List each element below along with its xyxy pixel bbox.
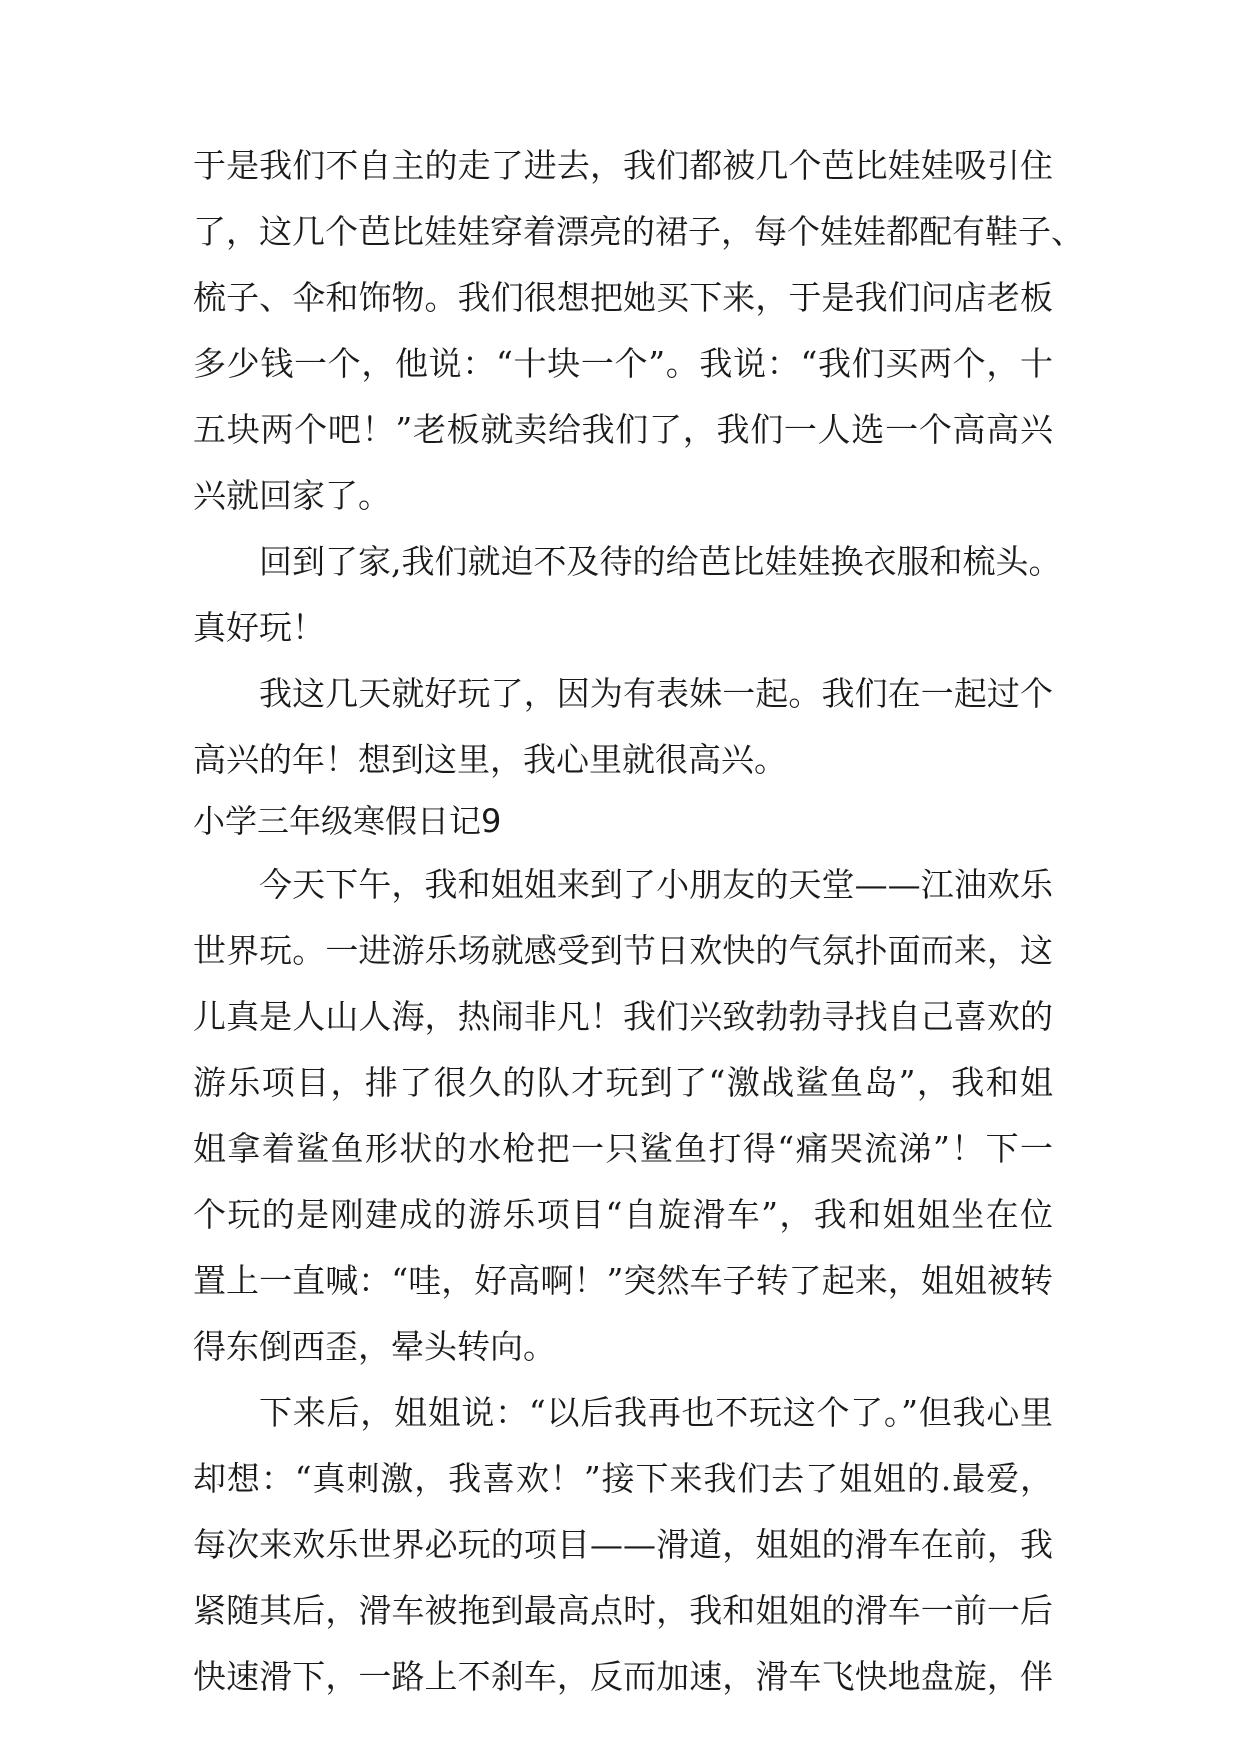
- text-line: 每次来欢乐世界必玩的项目——滑道，姐姐的滑车在前，我: [193, 1525, 1053, 1564]
- text-line: 游乐项目，排了很久的队才玩到了“激战鲨鱼岛”，我和姐: [193, 1063, 1053, 1102]
- text-line: 快速滑下，一路上不刹车，反而加速，滑车飞快地盘旋，伴: [193, 1657, 1053, 1696]
- text-line: 得东倒西歪，晕头转向。: [193, 1327, 556, 1366]
- text-line: 姐拿着鲨鱼形状的水枪把一只鲨鱼打得“痛哭流涕”！下一: [193, 1129, 1053, 1168]
- text-line: 于是我们不自主的走了进去，我们都被几个芭比娃娃吸引住: [193, 146, 1053, 185]
- text-line: 兴就回家了。: [193, 476, 391, 515]
- text-line: 回到了家,我们就迫不及待的给芭比娃娃换衣服和梳头。: [259, 542, 1062, 581]
- text-line: 了，这几个芭比娃娃穿着漂亮的裙子，每个娃娃都配有鞋子、: [193, 212, 1084, 251]
- section-heading: 小学三年级寒假日记9: [193, 802, 502, 840]
- text-line: 世界玩。一进游乐场就感受到节日欢快的气氛扑面而来，这: [193, 931, 1053, 970]
- text-line: 我这几天就好玩了，因为有表妹一起。我们在一起过个: [259, 674, 1053, 713]
- text-line: 下来后，姐姐说：“以后我再也不玩这个了。”但我心里: [259, 1393, 1053, 1432]
- text-line: 真好玩！: [193, 608, 325, 647]
- text-line: 今天下午，我和姐姐来到了小朋友的天堂——江油欢乐: [259, 865, 1053, 904]
- text-line: 五块两个吧！”老板就卖给我们了，我们一人选一个高高兴: [193, 410, 1053, 449]
- text-line: 置上一直喊：“哇，好高啊！”突然车子转了起来，姐姐被转: [193, 1261, 1053, 1300]
- text-line: 梳子、伞和饰物。我们很想把她买下来，于是我们问店老板: [193, 278, 1053, 317]
- text-line: 儿真是人山人海，热闹非凡！我们兴致勃勃寻找自己喜欢的: [193, 997, 1053, 1036]
- text-line: 却想：“真刺激，我喜欢！”接下来我们去了姐姐的.最爱，: [193, 1459, 1053, 1498]
- text-line: 紧随其后，滑车被拖到最高点时，我和姐姐的滑车一前一后: [193, 1591, 1053, 1630]
- text-line: 高兴的年！想到这里，我心里就很高兴。: [193, 740, 787, 779]
- text-line: 多少钱一个，他说：“十块一个”。我说：“我们买两个，十: [193, 344, 1053, 383]
- text-line: 个玩的是刚建成的游乐项目“自旋滑车”，我和姐姐坐在位: [193, 1195, 1053, 1234]
